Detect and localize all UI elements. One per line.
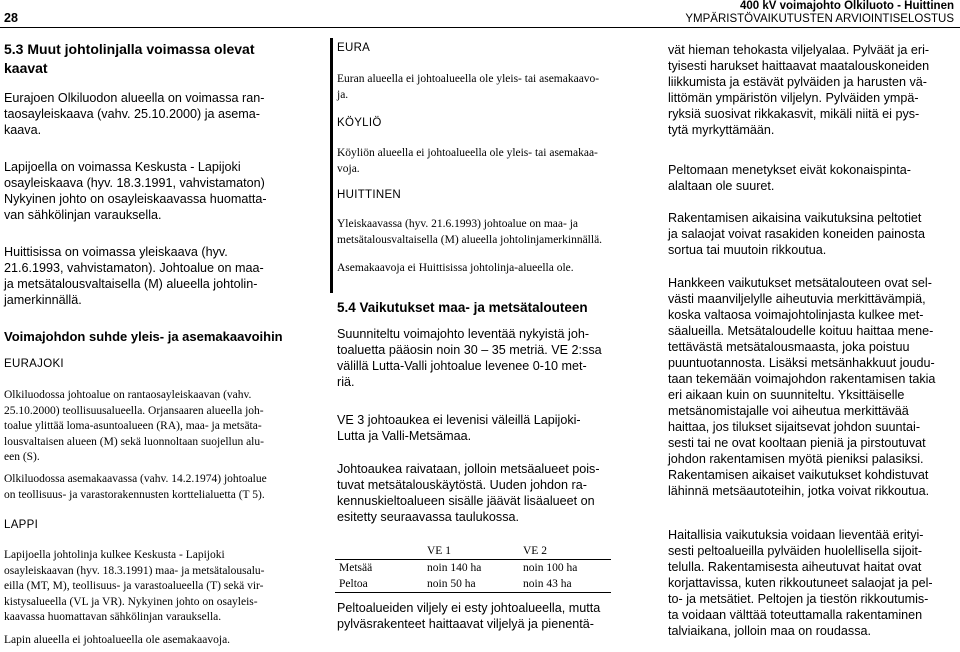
paragraph: Rakentamisen aikaisina vaikutuksina peltotiet ja salaojat voivat rasakiden koneiden painosta sortua tai muutoin rikkoutua. <box>668 211 925 257</box>
paragraph: Lapijoella on voimassa Keskusta - Lapijoki osayleiskaava (hyv. 18.3.1991, vahvistamaton) Nykyinen johto on osayleiskaavassa huomatta- van sähkölinjan varauksella. <box>4 160 267 222</box>
municipality-label-eura: EURA <box>337 42 371 54</box>
paragraph: Haitallisia vaikutuksia voidaan lieventää erityi- sesti peltoalueilla pylväiden huolellisella sijoit- telulla. Rakentamisesta aiheutuvat haitat ovat korjattavissa, kuten rikkoutuneet salaojat ja pel- to- ja metsätiet. Peltojen ja tiestön rikkoutumis- ta voidaan välttää toteuttamalla rakentaminen talviaikana, jolloin maa on roudassa. <box>668 528 933 638</box>
section-heading-5-3: 5.3 Muut johtolinjalla voimassa olevat kaavat <box>4 41 255 76</box>
paragraph: Yleiskaavassa (hyv. 21.6.1993) johtoalue on maa- ja metsätalousvaltaisella (M) alueella johtolinjamerkinnällä. <box>337 218 603 246</box>
page-number: 28 <box>4 11 18 25</box>
table-header-cell: VE 2 <box>523 545 547 557</box>
subsection-heading: Voimajohdon suhde yleis- ja asemakaavoihin <box>4 329 283 344</box>
paragraph: Johtoaukea raivataan, jolloin metsäalueet pois- tuvat metsätalouskäytöstä. Uuden johdon ra- kennuskieltoalueen sisälle jäävät lisäalueet on esitetty seuraavassa taulukossa. <box>337 462 600 524</box>
paragraph: Peltoalueiden viljely ei esty johtoalueella, mutta pylväsrakenteet haittaavat viljelyä ja pienentä- <box>337 601 601 631</box>
paragraph: Suunniteltu voimajohto leventää nykyistä joh- toaluetta pääosin noin 30 – 35 metriä. VE 2:ssa välillä Lutta-Valli johtoalue levenee 0-10 met- riä. <box>337 327 602 389</box>
paragraph: Lapin alueella ei johtoalueella ole asemakaavoja. <box>4 634 231 646</box>
paragraph: Köyliön alueella ei johtoalueella ole yleis- tai asemakaa- voja. <box>337 147 598 175</box>
boxed-text-rule <box>330 38 333 293</box>
table-header-row <box>335 543 611 560</box>
table-row <box>335 560 611 577</box>
paragraph: Euran alueella ei johtoalueella ole yleis- tai asemakaavo- ja. <box>337 73 600 101</box>
table-header-cell: VE 1 <box>427 545 451 557</box>
paragraph: Hankkeen vaikutukset metsätalouteen ovat sel- västi maanviljelylle aiheutuvia merkittävämpiä, koska valtaosa voimajohtolinjasta kulkee met- säalueilla. Metsätaloudelle koituu haittaa mene- tettävästä metsätalousmaasta, joka poistuu puuntuotannosta. Lisäksi metsänhakkuut joudu- taan tekemään voimajohdon rakentamisen takia eri aikaan kuin on suunniteltu. Yksittäiselle metsänomistajalle voi aiheutua merkittävää haittaa, jos tilukset sijaitsevat johdon suuntai- sesti tai ne ovat kooltaan pieniä ja pirstoutuvat johdon rakentamisen myötä pieniksi palasiksi. Rakentamisen aikaiset vaikutukset kohdistuvat lähinnä metsäautoteihin, jotka voivat rikkoutua. <box>668 276 936 498</box>
table-cell: noin 43 ha <box>523 578 572 590</box>
paragraph: Olkiluodossa johtoalue on rantaosayleiskaavan (vahv. 25.10.2000) teollisuusalueella. Orjansaaren alueella joh- toalue ylittää loma-asuntoalueen (RA), maa- ja metsäta- lousvaltaisen alueen (M) sekä luonnoltaan suojellun alu- een (S). <box>4 389 264 463</box>
table-cell: Peltoa <box>339 578 368 590</box>
municipality-label-lappi: LAPPI <box>4 519 39 531</box>
municipality-label-eurajoki: EURAJOKI <box>4 358 64 370</box>
section-heading-5-4: 5.4 Vaikutukset maa- ja metsätalouteen <box>337 300 588 315</box>
table-row <box>335 576 611 593</box>
paragraph: VE 3 johtoaukea ei levenisi väleillä Lapijoki- Lutta ja Valli-Metsämaa. <box>337 413 581 443</box>
paragraph: Eurajoen Olkiluodon alueella on voimassa ran- taosayleiskaava (vahv. 25.10.2000) ja asema- kaava. <box>4 91 265 137</box>
table-header-cell <box>335 543 423 560</box>
paragraph: Peltomaan menetykset eivät kokonaispinta- alaltaan ole suuret. <box>668 163 911 193</box>
header-subtitle: YMPÄRISTÖVAIKUTUSTEN ARVIOINTISELOSTUS <box>685 12 954 25</box>
table-cell: Metsää <box>339 562 373 574</box>
paragraph: Olkiluodossa asemakaavassa (vahv. 14.2.1974) johtoalue on teollisuus- ja varastorakennusten korttelialuetta (T 5). <box>4 473 267 501</box>
paragraph: Asemakaavoja ei Huittisissa johtolinja-alueella ole. <box>337 262 574 274</box>
header-rule <box>0 27 960 28</box>
land-area-table <box>335 543 611 593</box>
table-cell: noin 140 ha <box>427 562 482 574</box>
paragraph: Huittisissa on voimassa yleiskaava (hyv. 21.6.1993, vahvistamaton). Johtoalue on maa- ja metsätalousvaltaisella (M) alueella johtolin- jamerkinnällä. <box>4 245 264 307</box>
running-header <box>685 0 954 25</box>
header-title: 400 kV voimajohto Olkiluoto - Huittinen <box>739 0 954 12</box>
table-cell: noin 100 ha <box>523 562 578 574</box>
paragraph: vät hieman tehokasta viljelyalaa. Pylväät ja eri- tyisesti harukset haittaavat maatalouskoneiden liikkumista ja estävät pylväiden ja harusten vä- littömän ympäristön viljelyn. Pylväiden ympä- ryksiä suosivat rikkakasvit, mikäli niitä ei pys- tytä myrkyttämään. <box>668 43 930 137</box>
municipality-label-huittinen: HUITTINEN <box>337 189 402 201</box>
paragraph: Lapijoella johtolinja kulkee Keskusta - Lapijoki osayleiskaavan (hyv. 18.3.1991) maa- ja metsätalousalu- eilla (MT, M), teollisuus- ja varastoalueella (T) sekä vir- kistysalueella (VL ja VR). Nykyinen johto on osayleis- kaavassa huomattavan sähkölinjan varauksella. <box>4 549 265 623</box>
table-cell: noin 50 ha <box>427 578 476 590</box>
municipality-label-koylio: KÖYLIÖ <box>337 117 382 129</box>
